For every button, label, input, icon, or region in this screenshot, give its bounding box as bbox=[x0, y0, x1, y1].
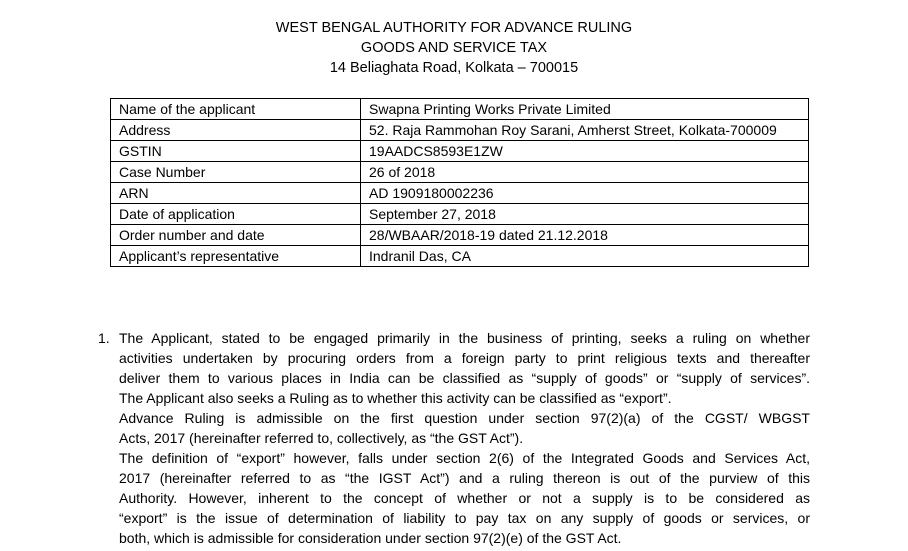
table-row bbox=[111, 162, 809, 183]
table-row bbox=[111, 141, 809, 162]
paragraph-line: activities undertaken by procuring orders from a foreign party to print religious texts and thereafter bbox=[119, 350, 810, 366]
row-value: Indranil Das, CA bbox=[361, 246, 809, 267]
table-row bbox=[111, 120, 809, 141]
row-label: Address bbox=[111, 120, 361, 141]
authority-address: 14 Beliaghata Road, Kolkata – 700015 bbox=[329, 60, 579, 76]
row-label: GSTIN bbox=[111, 141, 361, 162]
paragraph-line: both, which is admissible for consideration under section 97(2)(e) of the GST Act. bbox=[119, 530, 622, 546]
paragraph-line: Acts, 2017 (hereinafter referred to, collectively, as “the GST Act”). bbox=[119, 430, 524, 446]
paragraph-1 bbox=[98, 328, 810, 548]
row-value: 19AADCS8593E1ZW bbox=[361, 141, 809, 162]
row-value: 28/WBAAR/2018-19 dated 21.12.2018 bbox=[361, 225, 809, 246]
paragraph-line: The Applicant also seeks a Ruling as to whether this activity can be classified as “export”. bbox=[119, 390, 672, 406]
paragraph-body bbox=[119, 328, 810, 548]
paragraph-line: The Applicant, stated to be engaged primarily in the business of printing, seeks a ruling on whether bbox=[119, 330, 810, 346]
paragraph-number: 1. bbox=[98, 330, 110, 346]
row-label: Case Number bbox=[111, 162, 361, 183]
paragraph-line: deliver them to various places in India can be classified as “supply of goods” or “supply of services”. bbox=[119, 370, 810, 386]
row-value: Swapna Printing Works Private Limited bbox=[361, 99, 809, 120]
row-label: ARN bbox=[111, 183, 361, 204]
paragraph-line: 2017 (hereinafter referred to as “the IGST Act”) and a ruling thereon is out of the purview of this bbox=[119, 470, 810, 486]
row-label: Date of application bbox=[111, 204, 361, 225]
authority-subtitle: GOODS AND SERVICE TAX bbox=[360, 40, 548, 56]
paragraph-line: Advance Ruling is admissible on the first question under section 97(2)(a) of the CGST/ WBGST bbox=[119, 410, 810, 426]
row-value: September 27, 2018 bbox=[361, 204, 809, 225]
row-label: Order number and date bbox=[111, 225, 361, 246]
row-value: 52. Raja Rammohan Roy Sarani, Amherst Street, Kolkata-700009 bbox=[361, 120, 809, 141]
authority-title: WEST BENGAL AUTHORITY FOR ADVANCE RULING bbox=[275, 20, 633, 36]
row-label: Name of the applicant bbox=[111, 99, 361, 120]
paragraph-line: Authority. However, inherent to the concept of whether or not a supply is to be considered as bbox=[119, 490, 810, 506]
document-header bbox=[0, 18, 908, 78]
row-label: Applicant’s representative bbox=[111, 246, 361, 267]
paragraph-line: The definition of “export” however, falls under section 2(6) of the Integrated Goods and Services Act, bbox=[119, 450, 810, 466]
table-row bbox=[111, 246, 809, 267]
row-value: AD 1909180002236 bbox=[361, 183, 809, 204]
table-row bbox=[111, 204, 809, 225]
table-row bbox=[111, 225, 809, 246]
case-details-table bbox=[110, 98, 809, 267]
table-row bbox=[111, 99, 809, 120]
paragraph-line: “export” is the issue of determination of liability to pay tax on any supply of goods or services, or bbox=[119, 510, 810, 526]
row-value: 26 of 2018 bbox=[361, 162, 809, 183]
table-row bbox=[111, 183, 809, 204]
